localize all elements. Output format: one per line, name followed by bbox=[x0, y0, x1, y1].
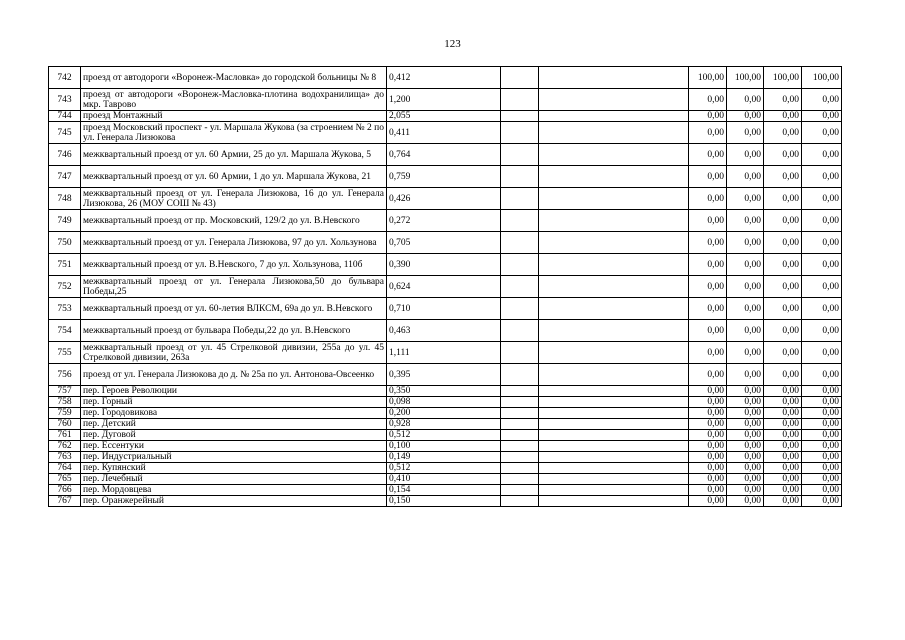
value-cell-4: 0,00 bbox=[802, 441, 842, 452]
value-cell-4: 0,00 bbox=[802, 474, 842, 485]
road-length-cell: 0,154 bbox=[387, 485, 501, 496]
value-cell-3: 0,00 bbox=[764, 122, 802, 144]
empty-cell bbox=[501, 320, 539, 342]
value-cell-4: 0,00 bbox=[802, 408, 842, 419]
value-cell-4: 0,00 bbox=[802, 210, 842, 232]
empty-cell bbox=[539, 342, 689, 364]
table-row bbox=[49, 397, 842, 408]
value-cell-1: 0,00 bbox=[689, 364, 727, 386]
row-number-cell: 757 bbox=[49, 386, 81, 397]
table-row bbox=[49, 320, 842, 342]
value-cell-2: 0,00 bbox=[727, 419, 764, 430]
table-row bbox=[49, 463, 842, 474]
value-cell-3: 100,00 bbox=[764, 67, 802, 89]
row-number-cell: 767 bbox=[49, 496, 81, 507]
road-name-cell: пер. Индустриальный bbox=[81, 452, 387, 463]
road-length-cell: 0,272 bbox=[387, 210, 501, 232]
road-length-cell: 1,200 bbox=[387, 89, 501, 111]
road-name-cell: пер. Героев Революции bbox=[81, 386, 387, 397]
value-cell-4: 0,00 bbox=[802, 144, 842, 166]
value-cell-3: 0,00 bbox=[764, 298, 802, 320]
value-cell-4: 0,00 bbox=[802, 166, 842, 188]
table-row bbox=[49, 111, 842, 122]
road-name-cell: межквартальный проезд от ул. 60 Армии, 1 до ул. Маршала Жукова, 21 bbox=[81, 166, 387, 188]
empty-cell bbox=[539, 430, 689, 441]
empty-cell bbox=[501, 232, 539, 254]
empty-cell bbox=[501, 386, 539, 397]
road-name-cell: межквартальный проезд от ул. 60-летия ВЛКСМ, 69а до ул. В.Невского bbox=[81, 298, 387, 320]
road-length-cell: 0,705 bbox=[387, 232, 501, 254]
row-number-cell: 756 bbox=[49, 364, 81, 386]
value-cell-4: 0,00 bbox=[802, 254, 842, 276]
value-cell-3: 0,00 bbox=[764, 111, 802, 122]
table-row bbox=[49, 474, 842, 485]
value-cell-1: 0,00 bbox=[689, 452, 727, 463]
row-number-cell: 753 bbox=[49, 298, 81, 320]
road-name-cell: проезд Московский проспект - ул. Маршала Жукова (за строением № 2 по ул. Генерала Лизюкова bbox=[81, 122, 387, 144]
row-number-cell: 745 bbox=[49, 122, 81, 144]
row-number-cell: 751 bbox=[49, 254, 81, 276]
table-row bbox=[49, 342, 842, 364]
value-cell-3: 0,00 bbox=[764, 232, 802, 254]
value-cell-3: 0,00 bbox=[764, 342, 802, 364]
value-cell-4: 0,00 bbox=[802, 89, 842, 111]
value-cell-2: 0,00 bbox=[727, 430, 764, 441]
row-number-cell: 762 bbox=[49, 441, 81, 452]
value-cell-1: 0,00 bbox=[689, 276, 727, 298]
value-cell-1: 0,00 bbox=[689, 408, 727, 419]
value-cell-1: 0,00 bbox=[689, 122, 727, 144]
value-cell-1: 0,00 bbox=[689, 496, 727, 507]
empty-cell bbox=[501, 67, 539, 89]
value-cell-1: 0,00 bbox=[689, 320, 727, 342]
road-name-cell: межквартальный проезд от ул. Генерала Лизюкова, 97 до ул. Хользунова bbox=[81, 232, 387, 254]
road-name-cell: межквартальный проезд от пр. Московский, 129/2 до ул. В.Невского bbox=[81, 210, 387, 232]
road-name-cell: проезд Монтажный bbox=[81, 111, 387, 122]
road-length-cell: 0,512 bbox=[387, 463, 501, 474]
road-length-cell: 0,411 bbox=[387, 122, 501, 144]
row-number-cell: 764 bbox=[49, 463, 81, 474]
empty-cell bbox=[539, 474, 689, 485]
road-length-cell: 0,200 bbox=[387, 408, 501, 419]
empty-cell bbox=[539, 188, 689, 210]
value-cell-4: 0,00 bbox=[802, 320, 842, 342]
value-cell-3: 0,00 bbox=[764, 386, 802, 397]
empty-cell bbox=[501, 188, 539, 210]
row-number-cell: 765 bbox=[49, 474, 81, 485]
value-cell-3: 0,00 bbox=[764, 408, 802, 419]
value-cell-3: 0,00 bbox=[764, 463, 802, 474]
value-cell-1: 0,00 bbox=[689, 430, 727, 441]
road-length-cell: 0,350 bbox=[387, 386, 501, 397]
value-cell-1: 0,00 bbox=[689, 89, 727, 111]
road-length-cell: 0,098 bbox=[387, 397, 501, 408]
value-cell-1: 0,00 bbox=[689, 397, 727, 408]
value-cell-4: 0,00 bbox=[802, 452, 842, 463]
value-cell-3: 0,00 bbox=[764, 166, 802, 188]
road-name-cell: пер. Оранжерейный bbox=[81, 496, 387, 507]
value-cell-4: 0,00 bbox=[802, 276, 842, 298]
table-body bbox=[49, 67, 842, 507]
row-number-cell: 763 bbox=[49, 452, 81, 463]
value-cell-4: 0,00 bbox=[802, 485, 842, 496]
value-cell-2: 0,00 bbox=[727, 408, 764, 419]
row-number-cell: 766 bbox=[49, 485, 81, 496]
value-cell-4: 0,00 bbox=[802, 232, 842, 254]
table-row bbox=[49, 408, 842, 419]
road-name-cell: межквартальный проезд от ул. Генерала Лизюкова, 16 до ул. Генерала Лизюкова, 26 (МОУ СОШ № 43) bbox=[81, 188, 387, 210]
empty-cell bbox=[539, 254, 689, 276]
value-cell-2: 0,00 bbox=[727, 485, 764, 496]
empty-cell bbox=[501, 397, 539, 408]
row-number-cell: 759 bbox=[49, 408, 81, 419]
road-length-cell: 0,150 bbox=[387, 496, 501, 507]
empty-cell bbox=[539, 298, 689, 320]
road-length-cell: 0,100 bbox=[387, 441, 501, 452]
road-length-cell: 0,463 bbox=[387, 320, 501, 342]
table-row bbox=[49, 441, 842, 452]
value-cell-2: 0,00 bbox=[727, 89, 764, 111]
table-row bbox=[49, 122, 842, 144]
table-row bbox=[49, 188, 842, 210]
value-cell-2: 0,00 bbox=[727, 210, 764, 232]
empty-cell bbox=[539, 111, 689, 122]
value-cell-4: 0,00 bbox=[802, 397, 842, 408]
empty-cell bbox=[501, 254, 539, 276]
table-row bbox=[49, 496, 842, 507]
row-number-cell: 746 bbox=[49, 144, 81, 166]
value-cell-1: 0,00 bbox=[689, 232, 727, 254]
value-cell-2: 100,00 bbox=[727, 67, 764, 89]
table-row bbox=[49, 452, 842, 463]
table-row bbox=[49, 430, 842, 441]
empty-cell bbox=[539, 496, 689, 507]
road-name-cell: пер. Горный bbox=[81, 397, 387, 408]
empty-cell bbox=[539, 386, 689, 397]
value-cell-4: 0,00 bbox=[802, 342, 842, 364]
value-cell-4: 0,00 bbox=[802, 298, 842, 320]
empty-cell bbox=[501, 496, 539, 507]
value-cell-2: 0,00 bbox=[727, 496, 764, 507]
empty-cell bbox=[539, 320, 689, 342]
value-cell-3: 0,00 bbox=[764, 419, 802, 430]
empty-cell bbox=[539, 364, 689, 386]
value-cell-2: 0,00 bbox=[727, 397, 764, 408]
road-name-cell: межквартальный проезд от бульвара Победы,22 до ул. В.Невского bbox=[81, 320, 387, 342]
road-length-cell: 0,512 bbox=[387, 430, 501, 441]
road-length-cell: 0,710 bbox=[387, 298, 501, 320]
value-cell-3: 0,00 bbox=[764, 276, 802, 298]
empty-cell bbox=[539, 397, 689, 408]
road-name-cell: проезд от автодороги «Воронеж-Масловка» до городской больницы № 8 bbox=[81, 67, 387, 89]
empty-cell bbox=[501, 408, 539, 419]
value-cell-1: 0,00 bbox=[689, 111, 727, 122]
empty-cell bbox=[539, 441, 689, 452]
empty-cell bbox=[539, 408, 689, 419]
road-name-cell: пер. Купянский bbox=[81, 463, 387, 474]
value-cell-2: 0,00 bbox=[727, 463, 764, 474]
road-length-cell: 0,149 bbox=[387, 452, 501, 463]
road-name-cell: пер. Городовикова bbox=[81, 408, 387, 419]
table-row bbox=[49, 276, 842, 298]
road-name-cell: межквартальный проезд от ул. В.Невского, 7 до ул. Хользунова, 110б bbox=[81, 254, 387, 276]
roads-table bbox=[48, 66, 842, 507]
value-cell-3: 0,00 bbox=[764, 441, 802, 452]
value-cell-3: 0,00 bbox=[764, 430, 802, 441]
empty-cell bbox=[501, 342, 539, 364]
empty-cell bbox=[539, 122, 689, 144]
row-number-cell: 752 bbox=[49, 276, 81, 298]
value-cell-1: 0,00 bbox=[689, 485, 727, 496]
table-row bbox=[49, 166, 842, 188]
empty-cell bbox=[501, 452, 539, 463]
value-cell-2: 0,00 bbox=[727, 111, 764, 122]
road-length-cell: 0,764 bbox=[387, 144, 501, 166]
value-cell-1: 0,00 bbox=[689, 386, 727, 397]
empty-cell bbox=[539, 144, 689, 166]
value-cell-4: 0,00 bbox=[802, 111, 842, 122]
table-row bbox=[49, 144, 842, 166]
value-cell-4: 0,00 bbox=[802, 463, 842, 474]
empty-cell bbox=[539, 210, 689, 232]
empty-cell bbox=[539, 166, 689, 188]
value-cell-2: 0,00 bbox=[727, 386, 764, 397]
empty-cell bbox=[539, 485, 689, 496]
table-row bbox=[49, 419, 842, 430]
empty-cell bbox=[539, 463, 689, 474]
empty-cell bbox=[539, 67, 689, 89]
road-name-cell: межквартальный проезд от ул. Генерала Лизюкова,50 до бульвара Победы,25 bbox=[81, 276, 387, 298]
empty-cell bbox=[501, 364, 539, 386]
table-row bbox=[49, 67, 842, 89]
empty-cell bbox=[539, 452, 689, 463]
empty-cell bbox=[501, 89, 539, 111]
value-cell-3: 0,00 bbox=[764, 89, 802, 111]
road-length-cell: 0,410 bbox=[387, 474, 501, 485]
value-cell-4: 0,00 bbox=[802, 122, 842, 144]
table-row bbox=[49, 89, 842, 111]
road-name-cell: проезд от автодороги «Воронеж-Масловка-плотина водохранилища» до мкр. Таврово bbox=[81, 89, 387, 111]
row-number-cell: 761 bbox=[49, 430, 81, 441]
value-cell-1: 0,00 bbox=[689, 419, 727, 430]
table-row bbox=[49, 386, 842, 397]
value-cell-2: 0,00 bbox=[727, 122, 764, 144]
value-cell-4: 100,00 bbox=[802, 67, 842, 89]
empty-cell bbox=[539, 276, 689, 298]
empty-cell bbox=[501, 419, 539, 430]
value-cell-3: 0,00 bbox=[764, 144, 802, 166]
value-cell-1: 0,00 bbox=[689, 342, 727, 364]
road-name-cell: пер. Лечебный bbox=[81, 474, 387, 485]
table-row bbox=[49, 254, 842, 276]
road-name-cell: пер. Ессентуки bbox=[81, 441, 387, 452]
road-name-cell: проезд от ул. Генерала Лизюкова до д. № 25а по ул. Антонова-Овсеенко bbox=[81, 364, 387, 386]
empty-cell bbox=[501, 210, 539, 232]
road-length-cell: 0,412 bbox=[387, 67, 501, 89]
value-cell-4: 0,00 bbox=[802, 188, 842, 210]
page-number: 123 bbox=[444, 38, 461, 50]
empty-cell bbox=[501, 485, 539, 496]
road-length-cell: 0,759 bbox=[387, 166, 501, 188]
value-cell-4: 0,00 bbox=[802, 430, 842, 441]
value-cell-3: 0,00 bbox=[764, 452, 802, 463]
value-cell-2: 0,00 bbox=[727, 474, 764, 485]
empty-cell bbox=[539, 89, 689, 111]
road-name-cell: межквартальный проезд от ул. 45 Стрелковой дивизии, 255а до ул. 45 Стрелковой дивизии, 263а bbox=[81, 342, 387, 364]
row-number-cell: 750 bbox=[49, 232, 81, 254]
row-number-cell: 747 bbox=[49, 166, 81, 188]
value-cell-1: 0,00 bbox=[689, 441, 727, 452]
row-number-cell: 744 bbox=[49, 111, 81, 122]
empty-cell bbox=[501, 166, 539, 188]
road-name-cell: пер. Детский bbox=[81, 419, 387, 430]
value-cell-4: 0,00 bbox=[802, 419, 842, 430]
value-cell-1: 0,00 bbox=[689, 188, 727, 210]
road-name-cell: межквартальный проезд от ул. 60 Армии, 25 до ул. Маршала Жукова, 5 bbox=[81, 144, 387, 166]
value-cell-2: 0,00 bbox=[727, 188, 764, 210]
row-number-cell: 743 bbox=[49, 89, 81, 111]
road-length-cell: 0,395 bbox=[387, 364, 501, 386]
row-number-cell: 742 bbox=[49, 67, 81, 89]
value-cell-3: 0,00 bbox=[764, 397, 802, 408]
value-cell-4: 0,00 bbox=[802, 496, 842, 507]
value-cell-2: 0,00 bbox=[727, 298, 764, 320]
row-number-cell: 749 bbox=[49, 210, 81, 232]
empty-cell bbox=[501, 463, 539, 474]
table-row bbox=[49, 210, 842, 232]
value-cell-2: 0,00 bbox=[727, 364, 764, 386]
empty-cell bbox=[539, 232, 689, 254]
value-cell-2: 0,00 bbox=[727, 166, 764, 188]
value-cell-1: 0,00 bbox=[689, 254, 727, 276]
table-row bbox=[49, 485, 842, 496]
row-number-cell: 755 bbox=[49, 342, 81, 364]
value-cell-2: 0,00 bbox=[727, 144, 764, 166]
row-number-cell: 748 bbox=[49, 188, 81, 210]
value-cell-3: 0,00 bbox=[764, 485, 802, 496]
value-cell-3: 0,00 bbox=[764, 496, 802, 507]
value-cell-1: 0,00 bbox=[689, 463, 727, 474]
empty-cell bbox=[501, 111, 539, 122]
empty-cell bbox=[501, 474, 539, 485]
value-cell-3: 0,00 bbox=[764, 474, 802, 485]
value-cell-4: 0,00 bbox=[802, 364, 842, 386]
row-number-cell: 754 bbox=[49, 320, 81, 342]
empty-cell bbox=[501, 430, 539, 441]
value-cell-1: 0,00 bbox=[689, 166, 727, 188]
value-cell-2: 0,00 bbox=[727, 342, 764, 364]
road-name-cell: пер. Дуговой bbox=[81, 430, 387, 441]
value-cell-2: 0,00 bbox=[727, 452, 764, 463]
table-row bbox=[49, 364, 842, 386]
value-cell-2: 0,00 bbox=[727, 232, 764, 254]
empty-cell bbox=[501, 122, 539, 144]
table-row bbox=[49, 298, 842, 320]
table-row bbox=[49, 232, 842, 254]
value-cell-2: 0,00 bbox=[727, 254, 764, 276]
road-length-cell: 1,111 bbox=[387, 342, 501, 364]
empty-cell bbox=[501, 441, 539, 452]
road-name-cell: пер. Мордовцева bbox=[81, 485, 387, 496]
value-cell-3: 0,00 bbox=[764, 320, 802, 342]
value-cell-3: 0,00 bbox=[764, 188, 802, 210]
value-cell-1: 0,00 bbox=[689, 474, 727, 485]
empty-cell bbox=[501, 276, 539, 298]
empty-cell bbox=[501, 144, 539, 166]
road-length-cell: 0,426 bbox=[387, 188, 501, 210]
value-cell-3: 0,00 bbox=[764, 210, 802, 232]
value-cell-1: 0,00 bbox=[689, 144, 727, 166]
value-cell-3: 0,00 bbox=[764, 364, 802, 386]
road-length-cell: 0,390 bbox=[387, 254, 501, 276]
road-length-cell: 0,928 bbox=[387, 419, 501, 430]
road-length-cell: 2,055 bbox=[387, 111, 501, 122]
value-cell-1: 100,00 bbox=[689, 67, 727, 89]
value-cell-2: 0,00 bbox=[727, 276, 764, 298]
value-cell-2: 0,00 bbox=[727, 320, 764, 342]
row-number-cell: 760 bbox=[49, 419, 81, 430]
value-cell-1: 0,00 bbox=[689, 210, 727, 232]
value-cell-2: 0,00 bbox=[727, 441, 764, 452]
value-cell-4: 0,00 bbox=[802, 386, 842, 397]
value-cell-1: 0,00 bbox=[689, 298, 727, 320]
row-number-cell: 758 bbox=[49, 397, 81, 408]
road-length-cell: 0,624 bbox=[387, 276, 501, 298]
empty-cell bbox=[501, 298, 539, 320]
value-cell-3: 0,00 bbox=[764, 254, 802, 276]
empty-cell bbox=[539, 419, 689, 430]
